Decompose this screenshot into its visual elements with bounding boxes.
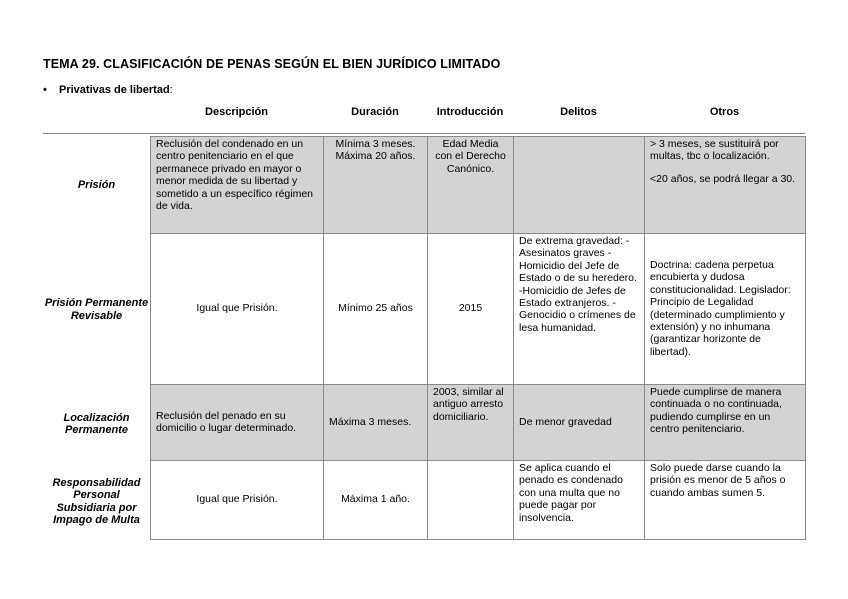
cell-duracion: Máxima 1 año. [324, 461, 428, 540]
cell-otros: Puede cumplirse de manera continuada o no continuada, pudiendo cumplirse en un centro penitenciario. [645, 385, 806, 461]
cell-introduccion: 2003, similar al antiguo arresto domiciliario. [428, 385, 514, 461]
otros-paragraph-2: <20 años, se podrá llegar a 30. [650, 172, 796, 185]
table-row [151, 461, 806, 540]
cell-introduccion: 2015 [428, 234, 514, 385]
table-row [151, 234, 806, 385]
column-header-otros: Otros [709, 106, 740, 118]
cell-descripcion: Igual que Prisión. [151, 234, 324, 385]
cell-duracion: Máxima 3 meses. [324, 385, 428, 461]
cell-otros: Solo puede darse cuando la prisión es menor de 5 años o cuando ambas sumen 5. [645, 461, 806, 540]
page-title: TEMA 29. CLASIFICACIÓN DE PENAS SEGÚN EL BIEN JURÍDICO LIMITADO [43, 57, 501, 71]
cell-descripcion: Reclusión del condenado en un centro penitenciario en el que permanece privado en mayor o menor medida de su libertad y sometido a un específico régimen de vida. [151, 137, 324, 234]
row-label-localizacion-permanente: Localización Permanente [63, 411, 130, 436]
table-row [151, 137, 806, 234]
table-row [151, 385, 806, 461]
cell-delitos: Se aplica cuando el penado es condenado con una multa que no puede pagar por insolvencia. [514, 461, 645, 540]
cell-otros: Doctrina: cadena perpetua encubierta y dudosa constitucionalidad. Legislador: Principio de Legalidad (determinado cumplimiento y extensión) y no inhumana (garantizar horizonte de libertad). [645, 234, 806, 385]
cell-introduccion: Edad Media con el Derecho Canónico. [428, 137, 514, 234]
cell-introduccion [428, 461, 514, 540]
cell-otros [645, 137, 806, 234]
bullet-colon: : [169, 84, 173, 96]
bullet-item [43, 84, 173, 96]
penalties-table [150, 136, 806, 540]
column-header-delitos: Delitos [560, 106, 597, 118]
cell-delitos: De menor gravedad [514, 385, 645, 461]
cell-duracion: Mínima 3 meses. Máxima 20 años. [324, 137, 428, 234]
column-header-duracion: Duración [351, 106, 399, 118]
bullet-symbol: • [43, 84, 47, 96]
row-label-prision: Prisión [77, 179, 116, 192]
cell-delitos [514, 137, 645, 234]
bullet-label: Privativas de libertad [59, 84, 170, 96]
header-divider [43, 133, 805, 134]
otros-paragraph-1: > 3 meses, se sustituirá por multas, tbc o localización. [650, 138, 779, 163]
cell-descripcion: Igual que Prisión. [151, 461, 324, 540]
cell-descripcion: Reclusión del penado en su domicilio o lugar determinado. [151, 385, 324, 461]
column-header-descripcion: Descripción [205, 106, 268, 118]
cell-duracion: Mínimo 25 años [324, 234, 428, 385]
row-label-prision-permanente-revisable: Prisión Permanente Revisable [44, 297, 149, 322]
cell-delitos: De extrema gravedad: -Asesinatos graves -Homicidio del Jefe de Estado o de su heredero. -Homicidio de Jefes de Estado extranjeros. -Genocidio o crímenes de lesa humanidad. [514, 234, 645, 385]
row-label-responsabilidad-personal: Responsabilidad Personal Subsidiaria por Impago de Multa [52, 476, 141, 526]
column-header-introduccion: Introducción [436, 106, 504, 118]
